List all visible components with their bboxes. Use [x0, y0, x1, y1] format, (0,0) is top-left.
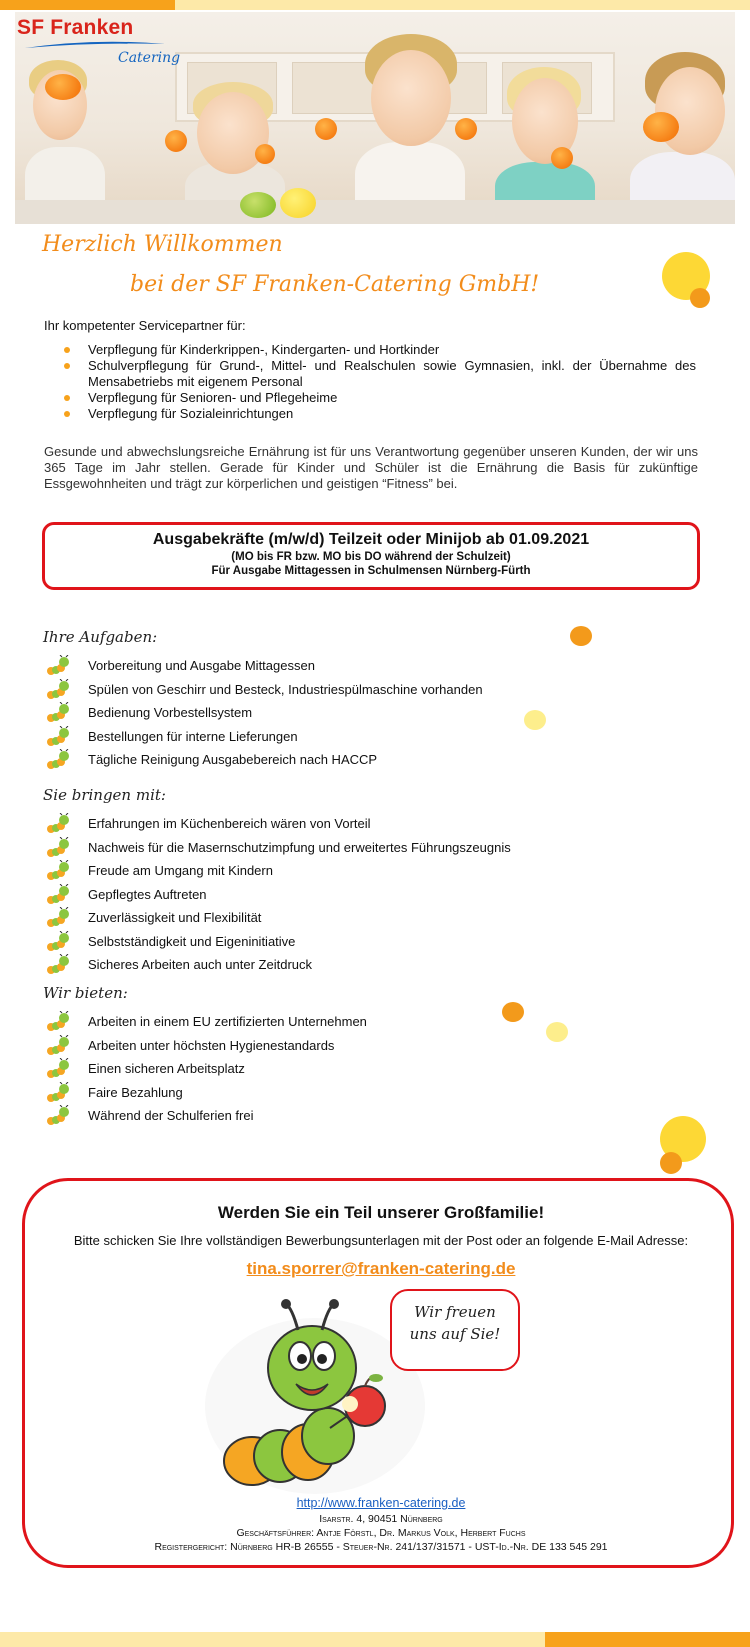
logo-swoosh — [25, 40, 165, 50]
list-item — [44, 1010, 644, 1034]
caterpillar-icon — [44, 749, 70, 771]
list-item — [44, 1081, 644, 1105]
task-text: Bestellungen für interne Lieferungen — [88, 728, 298, 744]
requirement-text: Sicheres Arbeiten auch unter Zeitdruck — [88, 957, 313, 972]
list-item — [44, 701, 644, 725]
list-item — [44, 930, 644, 954]
company-management: Geschäftsführer: Antje Förstl, Dr. Markus Volk, Herbert Fuchs — [236, 1527, 526, 1539]
welcome-heading-2: bei der SF Franken-Catering GmbH! — [130, 272, 540, 297]
top-color-bar — [0, 0, 750, 10]
tasks-heading: Ihre Aufgaben: — [43, 628, 158, 646]
services-list — [64, 342, 696, 422]
caterpillar-icon — [44, 860, 70, 882]
speech-bubble — [390, 1289, 520, 1371]
list-item — [44, 1104, 644, 1128]
top-bar-orange — [0, 0, 175, 10]
offer-text: Einen sicheren Arbeitsplatz — [88, 1061, 245, 1076]
tasks-list — [44, 654, 644, 772]
caterpillar-icon — [44, 837, 70, 859]
offer-text: Arbeiten unter höchsten Hygienestandards — [88, 1037, 335, 1053]
contact-email-link[interactable]: tina.sporrer@franken-catering.de — [246, 1259, 516, 1278]
caterpillar-icon — [44, 884, 70, 906]
intro-text: Ihr kompetenter Servicepartner für: — [44, 318, 246, 333]
list-item — [44, 836, 644, 860]
caterpillar-icon — [44, 1035, 70, 1057]
offer-text: Faire Bezahlung — [88, 1084, 183, 1100]
caterpillar-icon — [44, 954, 70, 976]
caterpillar-icon — [44, 1011, 70, 1033]
list-item — [44, 1034, 644, 1058]
requirement-text: Freude am Umgang mit Kindern — [88, 863, 273, 878]
website-link[interactable]: http://www.franken-catering.de — [296, 1496, 466, 1510]
company-address: Isarstr. 4, 90451 Nürnberg — [319, 1513, 443, 1525]
offer-text: Während der Schulferien frei — [88, 1108, 254, 1123]
requirement-text: Gepflegtes Auftreten — [88, 886, 207, 902]
list-item — [44, 812, 644, 836]
service-item: Verpflegung für Sozialeinrichtungen — [64, 406, 696, 422]
top-bar-yellow — [175, 0, 750, 10]
bubble-line-1: Wir freuen — [414, 1303, 496, 1321]
requirements-heading: Sie bringen mit: — [43, 786, 166, 804]
task-text: Vorbereitung und Ausgabe Mittagessen — [88, 658, 315, 673]
requirement-text: Erfahrungen im Küchenbereich wären von Vorteil — [88, 816, 371, 831]
bottom-color-bar — [0, 1632, 750, 1647]
offers-heading: Wir bieten: — [43, 984, 128, 1002]
contact-box — [22, 1178, 734, 1568]
requirement-text: Selbstständigkeit und Eigeninitiative — [88, 933, 296, 949]
contact-text: Bitte schicken Sie Ihre vollständigen Bewerbungsunterlagen mit der Post oder an folgende E-Mail Adresse: — [73, 1233, 689, 1248]
logo-brand: SF Franken — [17, 16, 134, 39]
bubble-line-2: uns auf Sie! — [409, 1325, 501, 1343]
nutrition-paragraph: Gesunde und abwechslungsreiche Ernährung ist für uns Verantwortung gegenüber unseren Kunden, der wir uns 365 Tage im Jahr stellen. Gerade für Kinder und Schüler ist die Ernährung die Basis für zukünftige Essgewohnheiten und trägt zur körperlichen und geistigen “Fitness” bei. — [44, 444, 698, 491]
company-logo — [15, 14, 190, 74]
job-title: Ausgabekräfte (m/w/d) Teilzeit oder Minijob ab 01.09.2021 — [152, 531, 590, 548]
service-item: Schulverpflegung für Grund-, Mittel- und Realschulen sowie Gymnasien, inkl. der Übernahme des Mensabetriebs mit eigenem Personal — [64, 358, 696, 390]
requirements-list — [44, 812, 644, 977]
caterpillar-icon — [44, 1082, 70, 1104]
service-item: Verpflegung für Senioren- und Pflegeheime — [64, 390, 696, 406]
list-item — [44, 859, 644, 883]
caterpillar-icon — [44, 931, 70, 953]
job-location: Für Ausgabe Mittagessen in Schulmensen Nürnberg-Fürth — [211, 565, 531, 577]
list-item — [44, 883, 644, 907]
list-item — [44, 1057, 644, 1081]
list-item — [44, 725, 644, 749]
list-item — [44, 906, 644, 930]
task-text: Spülen von Geschirr und Besteck, Industriespülmaschine vorhanden — [88, 681, 483, 697]
task-text: Tägliche Reinigung Ausgabebereich nach HACCP — [88, 752, 378, 767]
job-title-box — [42, 522, 700, 590]
bottom-bar-orange — [545, 1632, 750, 1647]
requirement-text: Zuverlässigkeit und Flexibilität — [88, 910, 262, 925]
logo-sub: Catering — [118, 50, 181, 66]
contact-headline: Werden Sie ein Teil unserer Großfamilie! — [217, 1203, 545, 1222]
caterpillar-icon — [44, 726, 70, 748]
company-register: Registergericht: Nürnberg HR-B 26555 - Steuer-Nr. 241/137/31571 - UST-Id.-Nr. DE 133 545 291 — [154, 1541, 608, 1553]
list-item — [44, 678, 644, 702]
deco-dot-orange — [570, 626, 592, 646]
requirement-text: Nachweis für die Masernschutzimpfung und erweitertes Führungszeugnis — [88, 839, 511, 855]
task-text: Bedienung Vorbestellsystem — [88, 705, 253, 720]
caterpillar-icon — [44, 1058, 70, 1080]
caterpillar-icon — [44, 655, 70, 677]
list-item — [44, 953, 644, 977]
deco-dot-orange — [690, 288, 710, 308]
service-item: Verpflegung für Kinderkrippen-, Kindergarten- und Hortkinder — [64, 342, 696, 358]
job-schedule: (MO bis FR bzw. MO bis DO während der Schulzeit) — [231, 551, 511, 563]
hero-table — [15, 200, 735, 224]
offers-list — [44, 1010, 644, 1128]
deco-dot-orange — [660, 1152, 682, 1174]
welcome-heading-1: Herzlich Willkommen — [42, 232, 283, 257]
caterpillar-icon — [44, 1105, 70, 1127]
caterpillar-icon — [44, 702, 70, 724]
caterpillar-icon — [44, 679, 70, 701]
bottom-bar-yellow — [0, 1632, 545, 1647]
caterpillar-icon — [44, 907, 70, 929]
list-item — [44, 748, 644, 772]
caterpillar-icon — [44, 813, 70, 835]
offer-text: Arbeiten in einem EU zertifizierten Unternehmen — [88, 1014, 367, 1029]
list-item — [44, 654, 644, 678]
